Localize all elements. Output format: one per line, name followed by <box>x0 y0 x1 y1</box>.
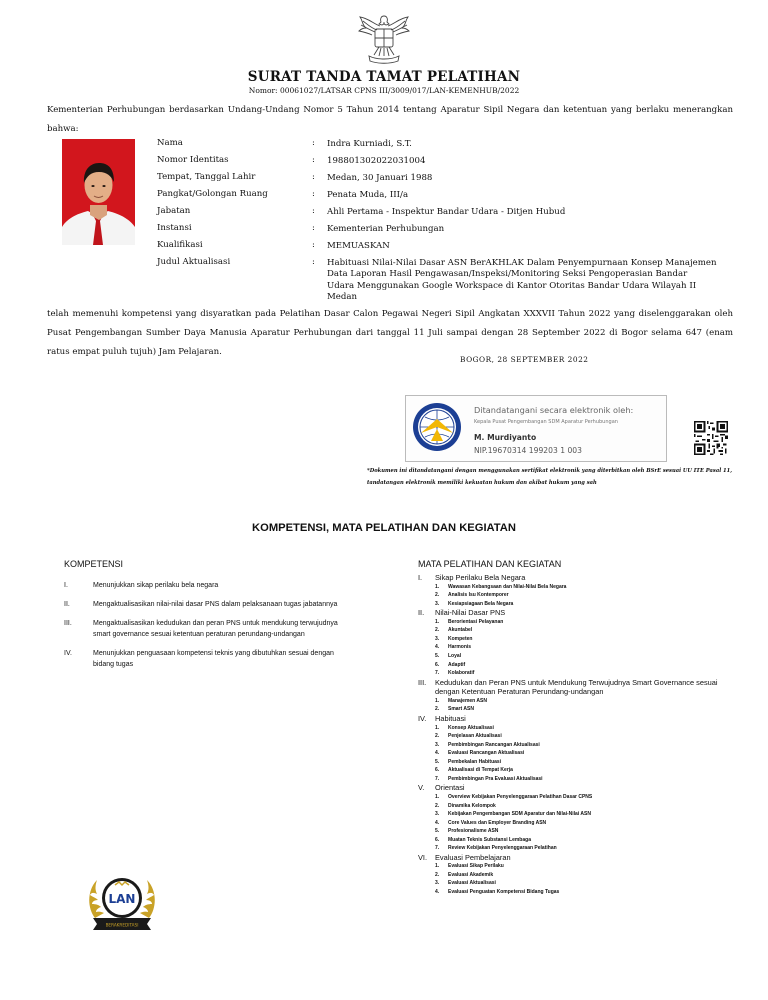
lan-logo-banner: BERAKREDITASI <box>105 922 139 928</box>
mata-section-title: Sikap Perilaku Bela Negara <box>435 573 526 582</box>
list-item-number: 4. <box>435 889 440 896</box>
list-item-text: Review Kebijakan Penyelenggaraan Pelatihan <box>448 845 557 852</box>
list-item <box>418 844 738 853</box>
identity-label: Jabatan <box>157 206 191 216</box>
list-item-number: 2. <box>435 802 440 809</box>
list-item <box>418 635 738 644</box>
list-item <box>418 618 738 627</box>
list-item-text: Pembekalan Habituasi <box>448 758 502 765</box>
list-item-number: IV. <box>64 650 72 657</box>
list-item <box>418 879 738 888</box>
esign-name: M. Murdiyanto <box>474 433 537 442</box>
list-item-number: 6. <box>435 767 440 774</box>
list-item <box>418 661 738 670</box>
mata-section-number: II. <box>418 608 425 618</box>
list-item-number: 7. <box>435 845 440 852</box>
mata-section-title: Kedudukan dan Peran PNS untuk Mendukung Terwujudnya Smart Governance sesuai dengan Ketentuan Peraturan Perundang-undangan <box>435 677 718 697</box>
mata-section-number: IV. <box>418 713 427 723</box>
list-item <box>418 652 738 661</box>
list-item-text: Aktualisasi di Tempat Kerja <box>448 767 513 774</box>
list-item-number: 3. <box>435 811 440 818</box>
list-item <box>418 766 738 775</box>
list-item <box>418 810 738 819</box>
list-item-text: Evaluasi Penguatan Kompetensi Bidang Tugas <box>448 889 560 896</box>
list-item-number: 5. <box>435 653 440 660</box>
list-item-text: Analisis Isu Kontemporer <box>448 592 509 599</box>
identity-row-judul <box>157 257 717 303</box>
esign-footnote: *Dokumen ini ditandatangani dengan menggunakan sertifikat elektronik yang diterbitkan oleh BSrE sesuai UU ITE Pasal 11, tandatangan elektronik memiliki kekuatan hukum dan akibat hukum yang sah <box>367 468 732 486</box>
kemenhub-logo-icon <box>411 401 463 453</box>
identity-value: 198801302022031004 <box>327 156 426 166</box>
identity-value: Kementerian Perhubungan <box>327 224 445 234</box>
place-date: BOGOR, 28 SEPTEMBER 2022 <box>460 355 589 364</box>
document-number: Nomor: 00061027/LATSAR CPNS III/3009/017/LAN-KEMENHUB/2022 <box>248 86 520 95</box>
list-item-text: Menunjukkan penguasaan kompetensi teknis yang dibutuhkan sesuai dengan bidang tugas <box>93 650 334 668</box>
identity-row-nomor <box>157 155 717 172</box>
list-item <box>418 741 738 750</box>
identity-label: Tempat, Tanggal Lahir <box>157 172 256 182</box>
list-item <box>64 618 349 640</box>
list-item-text: Harmonis <box>448 644 472 651</box>
section-title: KOMPETENSI, MATA PELATIHAN DAN KEGIATAN <box>252 522 516 534</box>
list-item-number: 1. <box>435 583 440 590</box>
list-item-text: Muatan Teknis Substansi Lembaga <box>448 836 531 843</box>
mata-section-number: III. <box>418 677 427 687</box>
mata-section <box>418 678 738 697</box>
identity-value: Medan, 30 Januari 1988 <box>327 173 433 183</box>
identity-row-instansi <box>157 223 717 240</box>
list-item-text: Mengaktualisasikan nilai-nilai dasar PNS dalam pelaksanaan tugas jabatannya <box>93 601 338 608</box>
identity-table <box>157 138 717 303</box>
list-item-number: 1. <box>435 618 440 625</box>
list-item <box>418 600 738 609</box>
identity-row-jabatan <box>157 206 717 223</box>
list-item-text: Menunjukkan sikap perilaku bela negara <box>93 582 219 589</box>
list-item <box>418 888 738 897</box>
list-item-number: 4. <box>435 644 440 651</box>
mata-section-number: VI. <box>418 852 428 862</box>
list-item-number: 7. <box>435 670 440 677</box>
identity-colon: : <box>312 223 315 233</box>
identity-row-kualifikasi <box>157 240 717 257</box>
list-item <box>418 758 738 767</box>
list-item-text: Dinamika Kelompok <box>448 802 496 809</box>
kompetensi-list <box>64 580 349 678</box>
list-item <box>418 749 738 758</box>
list-item-text: Kompeten <box>448 635 473 642</box>
list-item-text: Evaluasi Sikap Perilaku <box>448 863 504 870</box>
list-item <box>418 862 738 871</box>
identity-label: Nomor Identitas <box>157 155 229 165</box>
list-item-text: Core Values dan Employer Branding ASN <box>448 819 547 826</box>
list-item-text: Evaluasi Aktualisasi <box>448 880 496 887</box>
list-item-number: 5. <box>435 828 440 835</box>
list-item-text: Pembimbingan Rancangan Aktualisasi <box>448 741 540 748</box>
participant-photo <box>62 139 135 245</box>
list-item-number: 4. <box>435 819 440 826</box>
list-item <box>418 802 738 811</box>
list-item <box>418 591 738 600</box>
list-item-number: 1. <box>435 697 440 704</box>
completion-paragraph: telah memenuhi kompetensi yang disyaratkan pada Pelatihan Dasar Calon Pegawai Negeri Sipil Angkatan XXXVII Tahun 2022 yang diselenggarakan oleh Pusat Pengembangan Sumber Daya Manusia Aparatur Perhubungan dari tanggal 11 Juli sampai dengan 28 September 2022 di Bogor selama 647 (enam ratus empat puluh tujuh) Jam Pelajaran. <box>47 309 733 357</box>
list-item-number: 4. <box>435 750 440 757</box>
document-title: SURAT TANDA TAMAT PELATIHAN <box>247 69 521 85</box>
list-item-number: 7. <box>435 775 440 782</box>
qr-code-icon <box>694 421 728 455</box>
mata-section-number: I. <box>418 573 423 582</box>
list-item-text: Wawasan Kebangsaan dan Nilai-Nilai Bela Negara <box>448 583 567 590</box>
identity-label: Nama <box>157 138 183 148</box>
list-item-text: Pembimbingan Pra Evaluasi Aktualisasi <box>448 775 543 782</box>
mata-pelatihan-list <box>418 573 738 897</box>
mata-section-title: Orientasi <box>435 783 465 793</box>
identity-value: Habituasi Nilai-Nilai Dasar ASN BerAKHLAK Dalam Penyempurnaan Konsep Manajemen Data Laporan Hasil Pengawasan/Inspeksi/Monitoring Seksi Pengoperasian Bandar Udara Menggunakan Google Workspace di Kantor Otoritas Bandar Udara Wilayah II Medan <box>327 258 717 302</box>
list-item-number: 3. <box>435 600 440 607</box>
esign-nip: NIP.19670314 199203 1 003 <box>474 446 582 455</box>
identity-row-nama <box>157 138 717 155</box>
list-item <box>418 732 738 741</box>
list-item <box>418 871 738 880</box>
list-item <box>418 669 738 678</box>
list-item-text: Konsep Aktualisasi <box>448 724 494 731</box>
identity-label: Pangkat/Golongan Ruang <box>157 189 268 199</box>
list-item-number: 2. <box>435 706 440 713</box>
list-item <box>418 775 738 784</box>
list-item-text: Kebijakan Pengembangan SDM Aparatur dan Nilai-Nilai ASN <box>448 811 591 818</box>
identity-colon: : <box>312 240 315 250</box>
mata-section-number: V. <box>418 783 425 793</box>
list-item-text: Evaluasi Akademik <box>448 871 494 878</box>
mata-section-title: Nilai-Nilai Dasar PNS <box>435 608 506 618</box>
list-item-number: 2. <box>435 733 440 740</box>
list-item <box>418 697 738 706</box>
list-item-number: 1. <box>435 724 440 731</box>
list-item-text: Smart ASN <box>448 706 474 713</box>
mata-section <box>418 783 738 793</box>
identity-value: Ahli Pertama - Inspektur Bandar Udara - Ditjen Hubud <box>327 207 566 217</box>
mata-section-title: Habituasi <box>435 713 466 723</box>
mata-section-title: Evaluasi Pembelajaran <box>435 852 511 862</box>
list-item <box>418 827 738 836</box>
list-item-number: 1. <box>435 793 440 800</box>
identity-colon: : <box>312 138 315 148</box>
list-item-text: Evaluasi Rancangan Aktualisasi <box>448 750 525 757</box>
lan-accreditation-logo-icon <box>85 866 159 936</box>
garuda-emblem-icon <box>353 12 415 68</box>
list-item-number: 2. <box>435 627 440 634</box>
identity-value: Indra Kurniadi, S.T. <box>327 139 412 149</box>
list-item-text: Kolaboratif <box>448 670 475 677</box>
list-item <box>418 724 738 733</box>
list-item-number: III. <box>64 620 72 627</box>
identity-colon: : <box>312 172 315 182</box>
list-item-number: 6. <box>435 836 440 843</box>
list-item <box>64 648 349 670</box>
list-item-text: Mengaktualisasikan kedudukan dan peran PNS untuk mendukung terwujudnya smart governance sesuai ketentuan peraturan perundang-undangan <box>93 620 338 638</box>
identity-value: MEMUASKAN <box>327 241 390 251</box>
list-item <box>418 583 738 592</box>
list-item <box>418 836 738 845</box>
identity-row-pangkat <box>157 189 717 206</box>
identity-value: Penata Muda, III/a <box>327 190 409 200</box>
list-item <box>64 599 349 610</box>
list-item-number: 5. <box>435 758 440 765</box>
list-item-text: Akuntabel <box>448 627 473 634</box>
list-item-number: 2. <box>435 592 440 599</box>
list-item-text: Kesiapsiagaan Bela Negara <box>448 600 514 607</box>
list-item-number: 2. <box>435 871 440 878</box>
list-item-text: Loyal <box>448 653 462 660</box>
mata-section <box>418 853 738 863</box>
mata-section <box>418 714 738 724</box>
mata-pelatihan-heading: MATA PELATIHAN DAN KEGIATAN <box>418 559 562 569</box>
electronic-signature-box <box>405 395 667 462</box>
list-item-number: 3. <box>435 741 440 748</box>
list-item-text: Manajemen ASN <box>448 697 487 704</box>
list-item-number: 3. <box>435 880 440 887</box>
list-item-text: Adaptif <box>448 661 466 668</box>
identity-colon: : <box>312 257 315 267</box>
identity-row-ttl <box>157 172 717 189</box>
list-item-number: 6. <box>435 661 440 668</box>
list-item <box>418 643 738 652</box>
list-item-text: Profesionalisme ASN <box>448 828 499 835</box>
list-item <box>64 580 349 591</box>
list-item <box>418 626 738 635</box>
lan-logo-text: LAN <box>108 892 136 906</box>
intro-paragraph: Kementerian Perhubungan berdasarkan Undang-Undang Nomor 5 Tahun 2014 tentang Aparatur Sipil Negara dan ketentuan yang berlaku menerangkan bahwa: <box>47 105 733 134</box>
list-item-number: I. <box>64 582 68 589</box>
identity-colon: : <box>312 206 315 216</box>
esign-position: Kepala Pusat Pengembangan SDM Aparatur Perhubungan <box>474 419 618 425</box>
identity-label: Instansi <box>157 223 192 233</box>
list-item-number: 1. <box>435 863 440 870</box>
identity-colon: : <box>312 155 315 165</box>
list-item-text: Penjelasan Aktualisasi <box>448 733 502 740</box>
list-item <box>418 819 738 828</box>
list-item <box>418 705 738 714</box>
list-item-number: 3. <box>435 635 440 642</box>
list-item-number: II. <box>64 601 70 608</box>
identity-label: Kualifikasi <box>157 240 203 250</box>
list-item <box>418 793 738 802</box>
list-item-text: Berorientasi Pelayanan <box>448 618 504 625</box>
identity-label: Judul Aktualisasi <box>157 257 231 267</box>
identity-colon: : <box>312 189 315 199</box>
mata-section <box>418 608 738 618</box>
kompetensi-heading: KOMPETENSI <box>64 559 124 569</box>
esign-caption: Ditandatangani secara elektronik oleh: <box>474 405 634 415</box>
list-item-text: Overview Kebijakan Penyelenggaraan Pelatihan Dasar CPNS <box>448 793 593 800</box>
mata-section <box>418 573 738 583</box>
